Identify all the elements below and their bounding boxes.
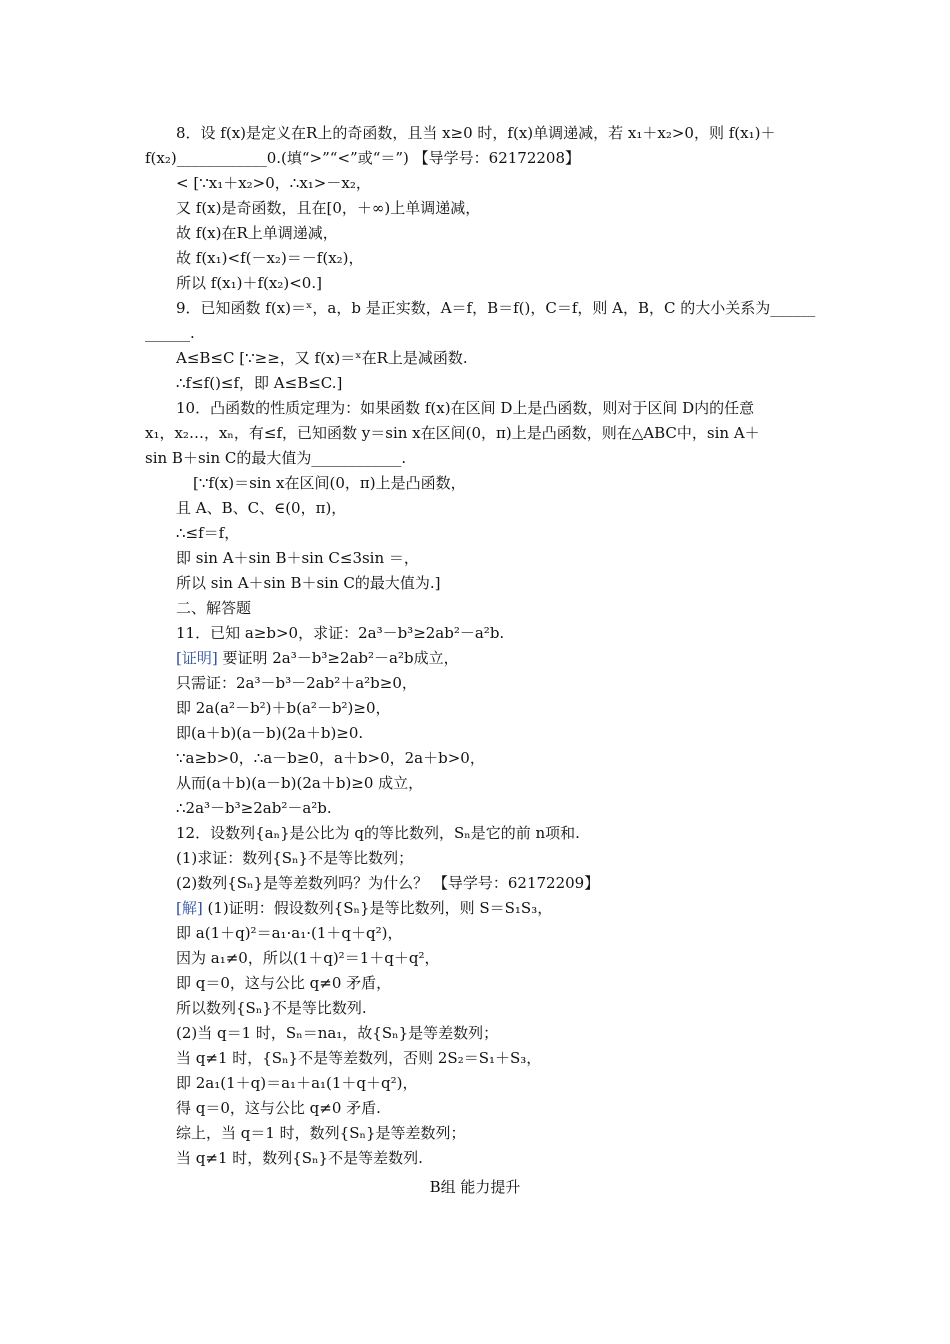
solution-12-line-5: 所以数列{Sₙ}不是等比数列. [176,999,367,1017]
problem-10-line-3: sin B＋sin C的最大值为____________. [145,449,407,467]
solution-12-line-8: 即 2a₁(1＋q)＝a₁＋a₁(1＋q＋q²)， [176,1074,418,1092]
problem-8-line-2: f(x₂)____________0.(填“>”“<”或“＝”) 【导学号：62172208】 [145,149,581,167]
section-heading: 二、解答题 [176,599,252,617]
problem-12-line-2: (1)求证：数列{Sₙ}不是等比数列； [176,849,414,867]
solution-12-line-6: (2)当 q＝1 时，Sₙ＝na₁，故{Sₙ}是等差数列； [176,1024,499,1042]
problem-8-line-1: 8．设 f(x)是定义在R上的奇函数，且当 x≥0 时，f(x)单调递减，若 x₁＋x₂>0，则 f(x₁)＋ [176,124,776,142]
answer-9-line-2: ∴f≤f()≤f，即 A≤B≤C.] [176,374,343,392]
solution-text: (1)证明：假设数列{Sₙ}是等比数列，则 S＝S₁S₃， [202,899,553,917]
proof-11-line-7: ∴2a³－b³≥2ab²－a²b. [176,799,332,817]
proof-11-line-4: 即(a＋b)(a－b)(2a＋b)≥0. [176,724,364,742]
answer-10-line-2: 且 A、B、C、∈(0，π)， [176,499,347,517]
solution-12-line-4: 即 q＝0，这与公比 q≠0 矛盾， [176,974,392,992]
solution-12-line-1 [176,897,552,919]
answer-8-line-2: 又 f(x)是奇函数，且在[0，＋∞)上单调递减， [176,199,481,217]
answer-9-line-1: A≤B≤C [∵≥≥，又 f(x)＝ˣ在R上是减函数. [176,349,468,367]
proof-11-line-5: ∵a≥b>0，∴a－b≥0，a＋b>0，2a＋b>0， [176,749,485,767]
answer-10-line-3: ∴≤f＝f， [176,524,240,542]
problem-12-line-3: (2)数列{Sₙ}是等差数列吗？为什么？ 【导学号：62172209】 [176,874,600,892]
problem-9-line-2: ______. [145,324,195,342]
solution-12-line-2: 即 a(1＋q)²＝a₁·a₁·(1＋q＋q²)， [176,924,403,942]
proof-tag: [证明] [176,649,218,667]
proof-text: 要证明 2a³－b³≥2ab²－a²b成立， [217,649,459,667]
problem-9-line-1: 9．已知函数 f(x)＝ˣ，a，b 是正实数，A＝f，B＝f()，C＝f，则 A，B，C 的大小关系为______ [176,299,816,317]
proof-11-line-1 [176,647,459,669]
problem-11-line-1: 11．已知 a≥b>0，求证：2a³－b³≥2ab²－a²b. [176,624,505,642]
group-heading: B组 能力提升 [429,1178,521,1196]
solution-12-line-7: 当 q≠1 时，{Sₙ}不是等差数列，否则 2S₂＝S₁＋S₃， [176,1049,542,1067]
solution-12-line-10: 综上，当 q＝1 时，数列{Sₙ}是等差数列； [176,1124,466,1142]
answer-8-line-5: 所以 f(x₁)＋f(x₂)<0.] [176,274,322,292]
answer-8-line-1: < [∵x₁＋x₂>0，∴x₁>－x₂， [176,174,371,192]
solution-12-line-9: 得 q＝0，这与公比 q≠0 矛盾. [176,1099,381,1117]
proof-11-line-2: 只需证：2a³－b³－2ab²＋a²b≥0， [176,674,417,692]
proof-11-line-6: 从而(a＋b)(a－b)(2a＋b)≥0 成立， [176,774,424,792]
problem-10-line-2: x₁，x₂…，xₙ，有≤f，已知函数 y＝sin x在区间(0，π)上是凸函数，则在△ABC中，sin A＋ [145,424,760,442]
solution-tag: [解] [176,899,203,917]
answer-8-line-3: 故 f(x)在R上单调递减， [176,224,338,242]
problem-12-line-1: 12．设数列{aₙ}是公比为 q的等比数列，Sₙ是它的前 n项和. [176,824,580,842]
solution-12-line-3: 因为 a₁≠0，所以(1＋q)²＝1＋q＋q²， [176,949,440,967]
solution-12-line-11: 当 q≠1 时，数列{Sₙ}不是等差数列. [176,1149,423,1167]
answer-10-line-4: 即 sin A＋sin B＋sin C≤3sin ＝， [176,549,419,567]
problem-10-line-1: 10．凸函数的性质定理为：如果函数 f(x)在区间 D上是凸函数，则对于区间 D内的任意 [176,399,755,417]
answer-10-line-1: [∵f(x)＝sin x在区间(0，π)上是凸函数， [193,474,466,492]
proof-11-line-3: 即 2a(a²－b²)＋b(a²－b²)≥0， [176,699,391,717]
answer-8-line-4: 故 f(x₁)<f(－x₂)＝－f(x₂)， [176,249,364,267]
answer-10-line-5: 所以 sin A＋sin B＋sin C的最大值为.] [176,574,441,592]
